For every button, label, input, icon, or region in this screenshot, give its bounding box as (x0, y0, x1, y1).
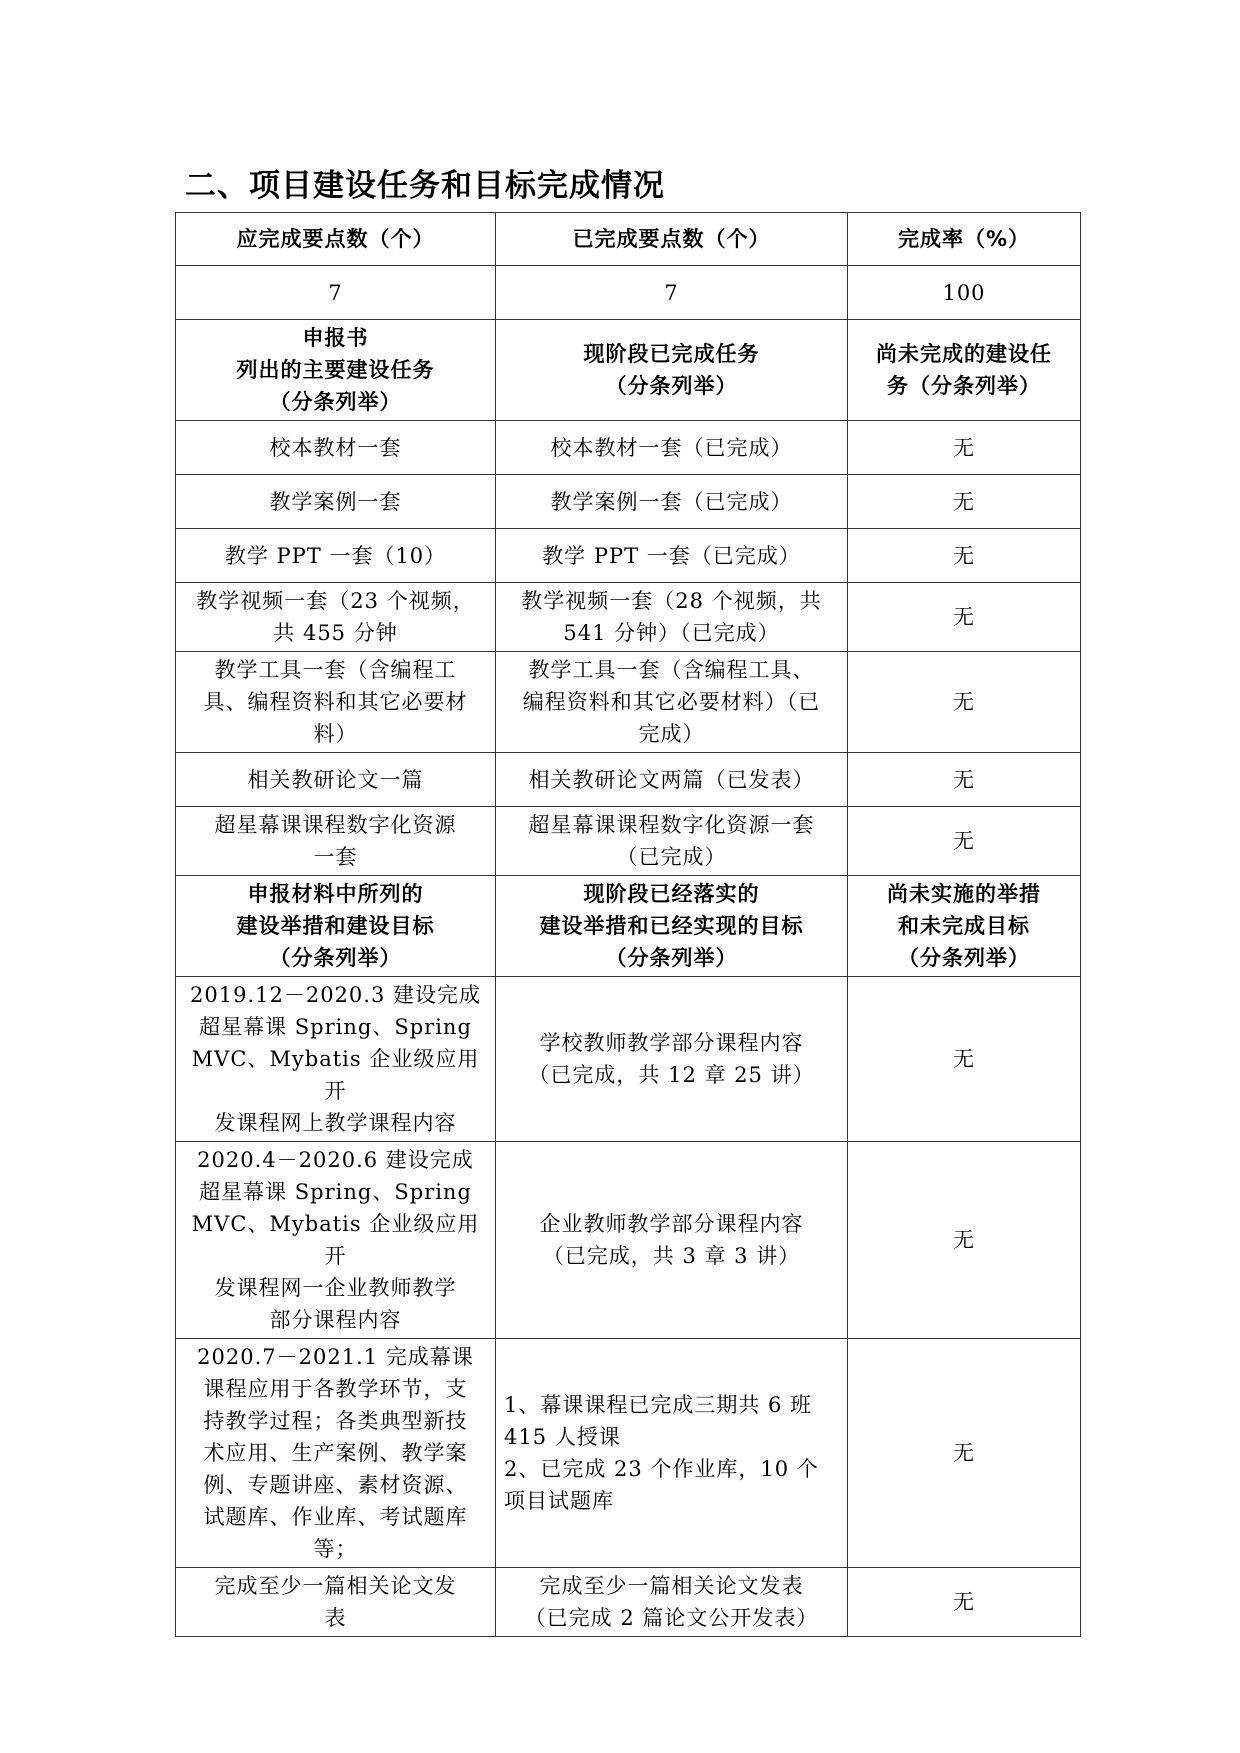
measure-pending-cell: 无 (848, 1568, 1081, 1637)
task-planned-cell: 校本教材一套 (176, 421, 496, 475)
task-pending-cell: 无 (848, 807, 1081, 876)
task-pending-cell: 无 (848, 475, 1081, 529)
summary-header-row (176, 213, 1081, 266)
summary-value-cell: 7 (176, 266, 496, 320)
task-row (176, 753, 1081, 807)
summary-header-cell: 应完成要点数（个） (176, 213, 496, 266)
measure-pending-cell: 无 (848, 977, 1081, 1142)
measure-planned-cell: 2020.7－2021.1 完成幕课 课程应用于各教学环节，支 持教学过程；各类典型新技 术应用、生产案例、教学案 例、专题讲座、素材资源、 试题库、作业库、考试题库 等； (176, 1339, 496, 1568)
task-planned-cell: 教学工具一套（含编程工 具、编程资料和其它必要材 料） (176, 652, 496, 753)
measure-planned-cell: 2020.4－2020.6 建设完成 超星幕课 Spring、Spring MVC、Mybatis 企业级应用开 发课程网一企业教师教学 部分课程内容 (176, 1142, 496, 1339)
measure-pending-cell: 无 (848, 1142, 1081, 1339)
measure-row (176, 977, 1081, 1142)
task-done-cell: 校本教材一套（已完成） (496, 421, 848, 475)
tasks-header-cell: 尚未完成的建设任 务（分条列举） (848, 320, 1081, 421)
task-done-cell: 教学案例一套（已完成） (496, 475, 848, 529)
task-pending-cell: 无 (848, 421, 1081, 475)
measure-done-cell: 学校教师教学部分课程内容 （已完成，共 12 章 25 讲） (496, 977, 848, 1142)
measures-header-cell: 现阶段已经落实的 建设举措和已经实现的目标 （分条列举） (496, 876, 848, 977)
measures-header-cell: 申报材料中所列的 建设举措和建设目标 （分条列举） (176, 876, 496, 977)
task-planned-cell: 教学案例一套 (176, 475, 496, 529)
summary-header-cell: 已完成要点数（个） (496, 213, 848, 266)
measure-pending-cell: 无 (848, 1339, 1081, 1568)
task-done-cell: 相关教研论文两篇（已发表） (496, 753, 848, 807)
tasks-header-cell: 申报书 列出的主要建设任务 （分条列举） (176, 320, 496, 421)
task-planned-cell: 教学视频一套（23 个视频， 共 455 分钟 (176, 583, 496, 652)
task-row (176, 421, 1081, 475)
task-pending-cell: 无 (848, 529, 1081, 583)
task-done-cell: 教学工具一套（含编程工具、 编程资料和其它必要材料）（已 完成） (496, 652, 848, 753)
task-row (176, 475, 1081, 529)
summary-header-cell: 完成率（%） (848, 213, 1081, 266)
measures-header-cell: 尚未实施的举措 和未完成目标 （分条列举） (848, 876, 1081, 977)
measure-row (176, 1568, 1081, 1637)
task-planned-cell: 相关教研论文一篇 (176, 753, 496, 807)
measure-done-cell: 1、幕课课程已完成三期共 6 班 415 人授课 2、已完成 23 个作业库，10 个 项目试题库 (496, 1339, 848, 1568)
summary-value-row (176, 266, 1081, 320)
task-row (176, 807, 1081, 876)
task-pending-cell: 无 (848, 753, 1081, 807)
summary-value-cell: 100 (848, 266, 1081, 320)
measure-planned-cell: 2019.12－2020.3 建设完成 超星幕课 Spring、Spring MVC、Mybatis 企业级应用开 发课程网上教学课程内容 (176, 977, 496, 1142)
task-pending-cell: 无 (848, 652, 1081, 753)
task-done-cell: 教学 PPT 一套（已完成） (496, 529, 848, 583)
measure-done-cell: 完成至少一篇相关论文发表 （已完成 2 篇论文公开发表） (496, 1568, 848, 1637)
tasks-header-row (176, 320, 1081, 421)
task-row (176, 529, 1081, 583)
tasks-header-cell: 现阶段已完成任务 （分条列举） (496, 320, 848, 421)
completion-table (175, 212, 1081, 1637)
summary-value-cell: 7 (496, 266, 848, 320)
measure-planned-cell: 完成至少一篇相关论文发 表 (176, 1568, 496, 1637)
task-planned-cell: 超星幕课课程数字化资源 一套 (176, 807, 496, 876)
measures-header-row (176, 876, 1081, 977)
task-done-cell: 超星幕课课程数字化资源一套 （已完成） (496, 807, 848, 876)
section-title: 二、项目建设任务和目标完成情况 (185, 168, 665, 204)
task-row (176, 583, 1081, 652)
measure-row (176, 1142, 1081, 1339)
task-row (176, 652, 1081, 753)
measure-done-cell: 企业教师教学部分课程内容 （已完成，共 3 章 3 讲） (496, 1142, 848, 1339)
task-done-cell: 教学视频一套（28 个视频，共 541 分钟）（已完成） (496, 583, 848, 652)
measure-row (176, 1339, 1081, 1568)
task-pending-cell: 无 (848, 583, 1081, 652)
task-planned-cell: 教学 PPT 一套（10） (176, 529, 496, 583)
